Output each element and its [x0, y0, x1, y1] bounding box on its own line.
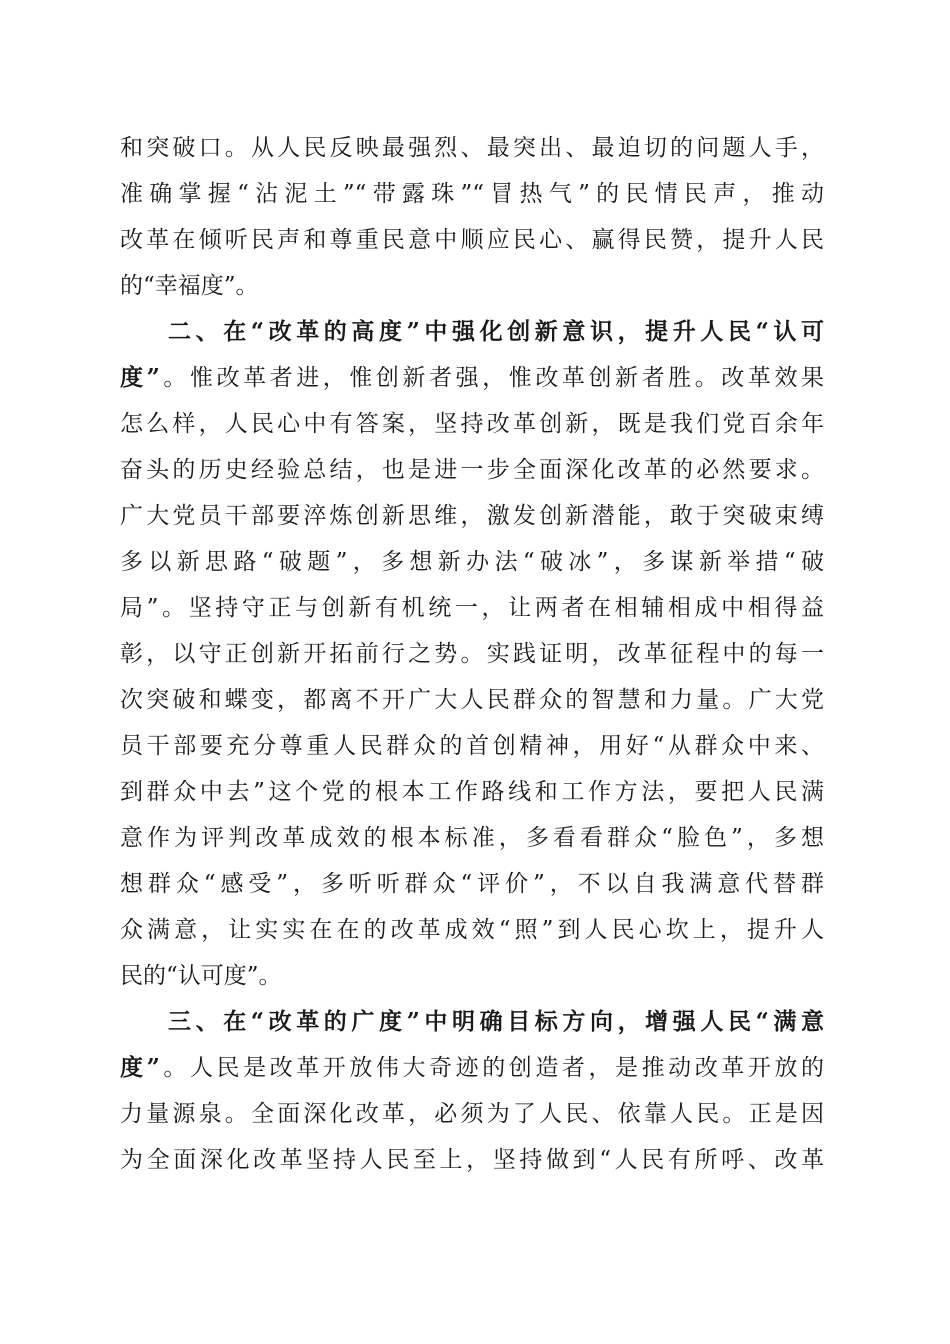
body-line: 彰，以守正创新开拓前行之势。实践证明，改革征程中的每一 [120, 641, 824, 667]
body-line: 奋头的历史经验总结，也是进一步全面深化改革的必然要求。 [120, 457, 824, 483]
body-line [120, 1045, 824, 1091]
body-line: 和突破口。从人民反映最强烈、最突出、最迫切的问题人手， [120, 135, 824, 161]
body-line: 广大党员干部要淬炼创新思维，激发创新潜能，敢于突破束缚 [120, 503, 824, 529]
body-text: 。人民是改革开放伟大奇迹的创造者，是推动改革开放的 [159, 1055, 824, 1081]
body-line: 员干部要充分尊重人民群众的首创精神，用好“从群众中来、 [120, 733, 824, 759]
body-line: 局”。坚持守正与创新有机统一，让两者在相辅相成中相得益 [120, 595, 824, 621]
body-text: 。惟改革者进，惟创新者强，惟改革创新者胜。改革效果 [159, 365, 824, 391]
body-line: 改革在倾听民声和尊重民意中顺应民心、赢得民赞，提升人民 [120, 227, 824, 253]
body-line: 多以新思路“破题”，多想新办法“破冰”，多谋新举措“破 [120, 549, 824, 575]
body-line: 想群众“感受”，多听听群众“评价”，不以自我满意代替群 [120, 871, 824, 897]
body-line: 准确掌握“沾泥土”“带露珠”“冒热气”的民情民声，推动 [120, 181, 824, 207]
body-line: 力量源泉。全面深化改革，必须为了人民、依靠人民。正是因 [120, 1101, 824, 1127]
body-line: 到群众中去”这个党的根本工作路线和工作方法，要把人民满 [120, 779, 824, 805]
body-line: 众满意，让实实在在的改革成效“照”到人民心坎上，提升人 [120, 917, 824, 943]
body-line [120, 355, 824, 401]
body-line: 次突破和蝶变，都离不开广大人民群众的智慧和力量。广大党 [120, 687, 824, 713]
document-page [120, 125, 824, 1183]
body-line: 意作为评判改革成效的根本标准，多看看群众“脸色”，多想 [120, 825, 824, 851]
body-line: 为全面深化改革坚持人民至上，坚持做到“人民有所呼、改革 [120, 1147, 824, 1173]
section-heading-3: 三、在“改革的广度”中明确目标方向，增强人民“满意 [168, 1008, 824, 1035]
section-heading-3-tail: 度” [120, 1054, 160, 1081]
section-heading-2-tail: 度” [120, 364, 160, 391]
body-line: 怎么样，人民心中有答案，坚持改革创新，既是我们党百余年 [120, 411, 824, 437]
section-heading-2: 二、在“改革的高度”中强化创新意识，提升人民“认可 [168, 318, 824, 345]
body-line: 的“幸福度”。 [120, 273, 259, 299]
body-line: 民的“认可度”。 [120, 963, 282, 989]
